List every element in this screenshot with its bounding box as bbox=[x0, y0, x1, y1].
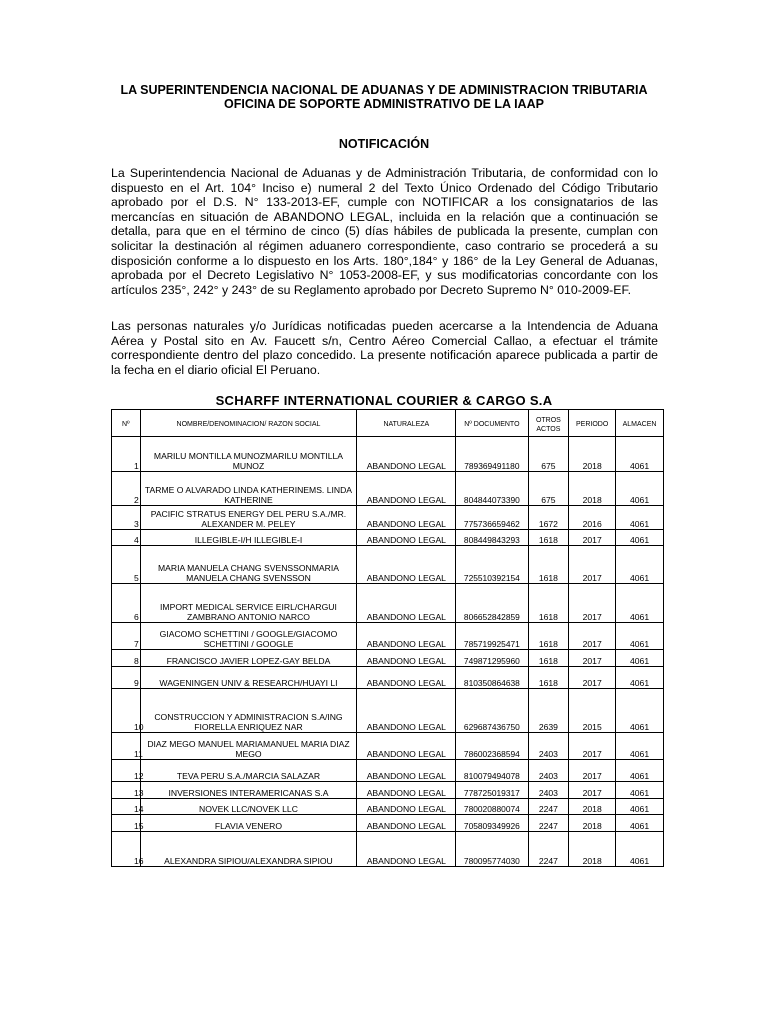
cell-acts: 2639 bbox=[528, 689, 569, 733]
header-line-1: LA SUPERINTENDENCIA NACIONAL DE ADUANAS Y DE ADMINISTRACION TRIBUTARIA bbox=[120, 83, 648, 97]
cell-period: 2017 bbox=[569, 782, 616, 799]
cell-store: 4061 bbox=[616, 546, 664, 584]
cell-name: TEVA PERU S.A./MARCIA SALAZAR bbox=[140, 760, 357, 782]
cell-store: 4061 bbox=[616, 832, 664, 867]
document-title: NOTIFICACIÓN bbox=[338, 137, 430, 151]
cell-store: 4061 bbox=[616, 650, 664, 667]
cell-doc: 785719925471 bbox=[456, 623, 528, 650]
cell-acts: 2247 bbox=[528, 815, 569, 832]
cell-acts: 1618 bbox=[528, 546, 569, 584]
cell-acts: 2247 bbox=[528, 799, 569, 815]
col-header-nature: NATURALEZA bbox=[357, 410, 456, 437]
cell-nature: ABANDONO LEGAL bbox=[357, 832, 456, 867]
col-header-acts: OTROS ACTOS bbox=[528, 410, 569, 437]
cell-nature: ABANDONO LEGAL bbox=[357, 584, 456, 623]
table-row bbox=[112, 760, 664, 782]
cell-num: 12 bbox=[112, 760, 141, 782]
cell-store: 4061 bbox=[616, 506, 664, 530]
col-header-name: NOMBRE/DENOMINACION/ RAZON SOCIAL bbox=[140, 410, 357, 437]
table-row bbox=[112, 667, 664, 689]
cell-num: 8 bbox=[112, 650, 141, 667]
paragraph-2: Las personas naturales y/o Jurídicas notificadas pueden acercarse a la Intendencia de Aduana Aérea y Postal sito en Av. Faucett s/n, Centro Aéreo Comercial Callao, a efectuar el trámite correspondiente dentro del plazo concedido. La presente notificación aparece publicada a partir de la fecha en el diario oficial El Peruano. bbox=[111, 319, 658, 377]
cell-store: 4061 bbox=[616, 815, 664, 832]
cell-acts: 2403 bbox=[528, 733, 569, 760]
cell-num: 16 bbox=[112, 832, 141, 867]
cell-doc: 725510392154 bbox=[456, 546, 528, 584]
cell-nature: ABANDONO LEGAL bbox=[357, 437, 456, 472]
cell-name: NOVEK LLC/NOVEK LLC bbox=[140, 799, 357, 815]
cell-nature: ABANDONO LEGAL bbox=[357, 546, 456, 584]
cell-num: 5 bbox=[112, 546, 141, 584]
cell-name: ILLEGIBLE-I/H ILLEGIBLE-I bbox=[140, 530, 357, 546]
col-header-num: Nº bbox=[112, 410, 141, 437]
table-row bbox=[112, 832, 664, 867]
cell-name: IMPORT MEDICAL SERVICE EIRL/CHARGUI ZAMBRANO ANTONIO NARCO bbox=[140, 584, 357, 623]
cell-name: ALEXANDRA SIPIOU/ALEXANDRA SIPIOU bbox=[140, 832, 357, 867]
cell-name: FRANCISCO JAVIER LOPEZ-GAY BELDA bbox=[140, 650, 357, 667]
cell-store: 4061 bbox=[616, 530, 664, 546]
cell-nature: ABANDONO LEGAL bbox=[357, 667, 456, 689]
table-header-row bbox=[112, 410, 664, 437]
cell-acts: 1618 bbox=[528, 623, 569, 650]
cell-period: 2017 bbox=[569, 530, 616, 546]
cell-name: GIACOMO SCHETTINI / GOOGLE/GIACOMO SCHETTINI / GOOGLE bbox=[140, 623, 357, 650]
cell-nature: ABANDONO LEGAL bbox=[357, 530, 456, 546]
cell-doc: 775736659462 bbox=[456, 506, 528, 530]
cell-doc: 810350864638 bbox=[456, 667, 528, 689]
cell-num: 13 bbox=[112, 782, 141, 799]
cell-doc: 705809349926 bbox=[456, 815, 528, 832]
cell-period: 2017 bbox=[569, 623, 616, 650]
cell-store: 4061 bbox=[616, 689, 664, 733]
cell-period: 2017 bbox=[569, 733, 616, 760]
cell-period: 2018 bbox=[569, 832, 616, 867]
table-row bbox=[112, 650, 664, 667]
col-header-doc: Nº DOCUMENTO bbox=[456, 410, 528, 437]
cell-nature: ABANDONO LEGAL bbox=[357, 623, 456, 650]
table-body bbox=[112, 437, 664, 867]
table-row bbox=[112, 799, 664, 815]
cell-period: 2018 bbox=[569, 472, 616, 506]
cell-period: 2017 bbox=[569, 584, 616, 623]
cell-acts: 1618 bbox=[528, 584, 569, 623]
cell-period: 2015 bbox=[569, 689, 616, 733]
cell-period: 2018 bbox=[569, 799, 616, 815]
cell-num: 9 bbox=[112, 667, 141, 689]
cell-acts: 1672 bbox=[528, 506, 569, 530]
cell-num: 6 bbox=[112, 584, 141, 623]
table-row bbox=[112, 530, 664, 546]
cell-doc: 804844073390 bbox=[456, 472, 528, 506]
table-row bbox=[112, 782, 664, 799]
cell-acts: 1618 bbox=[528, 650, 569, 667]
cell-num: 1 bbox=[112, 437, 141, 472]
cell-num: 2 bbox=[112, 472, 141, 506]
cell-store: 4061 bbox=[616, 472, 664, 506]
cell-name: MARILU MONTILLA MUNOZMARILU MONTILLA MUNOZ bbox=[140, 437, 357, 472]
cell-num: 7 bbox=[112, 623, 141, 650]
paragraph-1: La Superintendencia Nacional de Aduanas y de Administración Tributaria, de conformidad con lo dispuesto en el Art. 104° Inciso e) numeral 2 del Texto Único Ordenado del Código Tributario aprobado por el D.S. N° 133-2013-EF, cumple con NOTIFICAR a los consignatarios de las mercancías en situación de ABANDONO LEGAL, incluida en la relación que a continuación se detalla, para que en el término de cinco (5) días hábiles de publicada la presente, cumplan con solicitar la destinación al régimen aduanero correspondiente, caso contrario se procederá a su disposición conforme a lo dispuesto en los Arts. 180°,184° y 186° de la Ley General de Aduanas, aprobada por el Decreto Legislativo N° 1053-2008-EF, y sus modificatorias concordante con los artículos 235°, 242° y 243° de su Reglamento aprobado por Decreto Supremo N° 010-2009-EF. bbox=[111, 166, 658, 297]
cell-acts: 2403 bbox=[528, 760, 569, 782]
cell-doc: 806652842859 bbox=[456, 584, 528, 623]
cell-store: 4061 bbox=[616, 667, 664, 689]
cell-doc: 810079494078 bbox=[456, 760, 528, 782]
cell-doc: 749871295960 bbox=[456, 650, 528, 667]
cell-name: CONSTRUCCION Y ADMINISTRACION S.A/ING FIORELLA ENRIQUEZ NAR bbox=[140, 689, 357, 733]
table-row bbox=[112, 546, 664, 584]
table-row bbox=[112, 437, 664, 472]
table-row bbox=[112, 733, 664, 760]
cell-name: TARME O ALVARADO LINDA KATHERINEMS. LINDA KATHERINE bbox=[140, 472, 357, 506]
cell-name: FLAVIA VENERO bbox=[140, 815, 357, 832]
cell-period: 2017 bbox=[569, 760, 616, 782]
cell-doc: 778725019317 bbox=[456, 782, 528, 799]
abandono-table bbox=[111, 409, 664, 867]
table-row bbox=[112, 815, 664, 832]
cell-acts: 1618 bbox=[528, 530, 569, 546]
cell-nature: ABANDONO LEGAL bbox=[357, 799, 456, 815]
cell-name: INVERSIONES INTERAMERICANAS S.A bbox=[140, 782, 357, 799]
cell-nature: ABANDONO LEGAL bbox=[357, 815, 456, 832]
cell-doc: 629687436750 bbox=[456, 689, 528, 733]
table-row bbox=[112, 506, 664, 530]
cell-nature: ABANDONO LEGAL bbox=[357, 733, 456, 760]
cell-store: 4061 bbox=[616, 584, 664, 623]
cell-doc: 808449843293 bbox=[456, 530, 528, 546]
cell-acts: 675 bbox=[528, 472, 569, 506]
cell-period: 2016 bbox=[569, 506, 616, 530]
cell-num: 4 bbox=[112, 530, 141, 546]
cell-store: 4061 bbox=[616, 799, 664, 815]
cell-store: 4061 bbox=[616, 760, 664, 782]
cell-num: 11 bbox=[112, 733, 141, 760]
cell-doc: 780020880074 bbox=[456, 799, 528, 815]
cell-period: 2017 bbox=[569, 546, 616, 584]
cell-nature: ABANDONO LEGAL bbox=[357, 506, 456, 530]
cell-num: 15 bbox=[112, 815, 141, 832]
cell-name: PACIFIC STRATUS ENERGY DEL PERU S.A./MR. ALEXANDER M. PELEY bbox=[140, 506, 357, 530]
cell-name: DIAZ MEGO MANUEL MARIAMANUEL MARIA DIAZ MEGO bbox=[140, 733, 357, 760]
cell-period: 2018 bbox=[569, 437, 616, 472]
company-title: SCHARFF INTERNATIONAL COURIER & CARGO S.A bbox=[215, 393, 553, 408]
col-header-period: PERIODO bbox=[569, 410, 616, 437]
cell-nature: ABANDONO LEGAL bbox=[357, 472, 456, 506]
table-row bbox=[112, 472, 664, 506]
cell-store: 4061 bbox=[616, 782, 664, 799]
cell-acts: 1618 bbox=[528, 667, 569, 689]
cell-doc: 780095774030 bbox=[456, 832, 528, 867]
cell-store: 4061 bbox=[616, 623, 664, 650]
header-line-2: OFICINA DE SOPORTE ADMINISTRATIVO DE LA IAAP bbox=[224, 97, 544, 111]
cell-period: 2017 bbox=[569, 650, 616, 667]
table-row bbox=[112, 584, 664, 623]
table-row bbox=[112, 623, 664, 650]
cell-period: 2017 bbox=[569, 667, 616, 689]
cell-nature: ABANDONO LEGAL bbox=[357, 650, 456, 667]
cell-period: 2018 bbox=[569, 815, 616, 832]
cell-acts: 2247 bbox=[528, 832, 569, 867]
cell-num: 3 bbox=[112, 506, 141, 530]
cell-acts: 675 bbox=[528, 437, 569, 472]
cell-nature: ABANDONO LEGAL bbox=[357, 689, 456, 733]
cell-nature: ABANDONO LEGAL bbox=[357, 760, 456, 782]
col-header-store: ALMACEN bbox=[616, 410, 664, 437]
cell-doc: 789369491180 bbox=[456, 437, 528, 472]
cell-nature: ABANDONO LEGAL bbox=[357, 782, 456, 799]
cell-acts: 2403 bbox=[528, 782, 569, 799]
cell-store: 4061 bbox=[616, 437, 664, 472]
cell-name: MARIA MANUELA CHANG SVENSSONMARIA MANUELA CHANG SVENSSON bbox=[140, 546, 357, 584]
cell-doc: 786002368594 bbox=[456, 733, 528, 760]
table-row bbox=[112, 689, 664, 733]
cell-name: WAGENINGEN UNIV & RESEARCH/HUAYI LI bbox=[140, 667, 357, 689]
cell-num: 10 bbox=[112, 689, 141, 733]
cell-num: 14 bbox=[112, 799, 141, 815]
cell-store: 4061 bbox=[616, 733, 664, 760]
